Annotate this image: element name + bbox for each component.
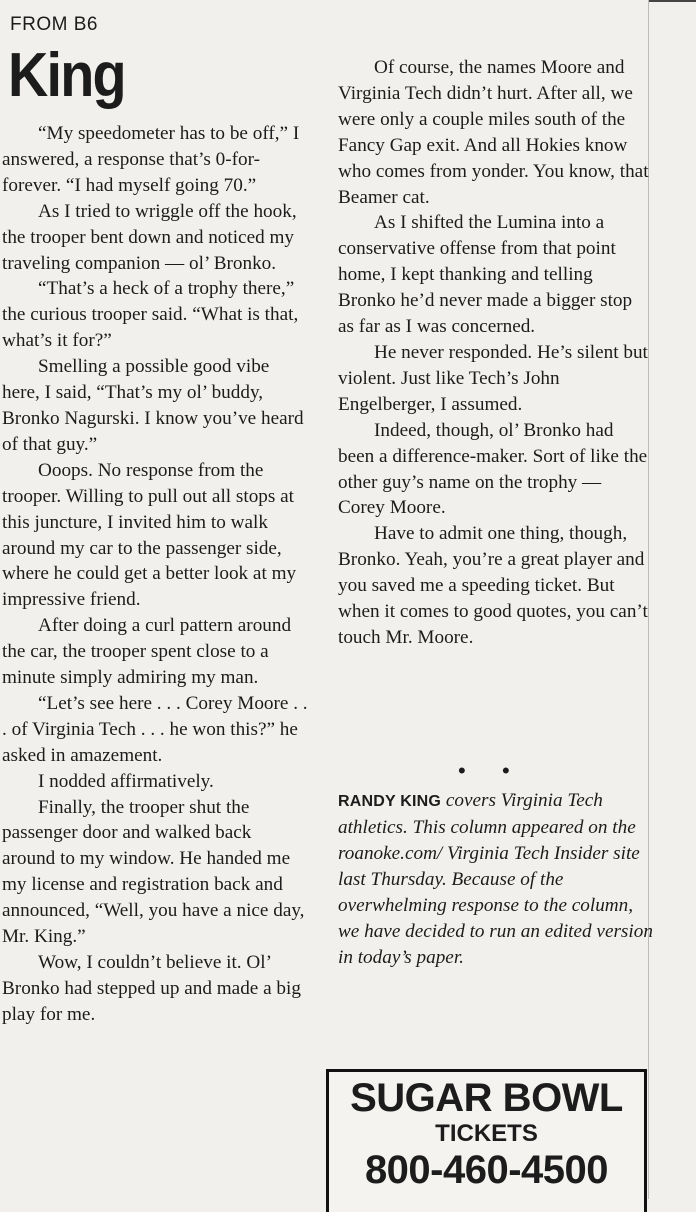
bio-text: covers Virginia Tech athletics. This column appeared on the roanoke.com/ Virginia Tech Insider site last Thursday. Because of the overwhelming response to the column, we have decided to run an edited version in today’s paper. [338,790,653,968]
ad-title: SUGAR BOWL [350,1076,623,1120]
paragraph: Of course, the names Moore and Virginia Tech didn’t hurt. After all, we were only a couple miles south of the Fancy Gap exit. And all Hokies know who comes from yonder. You know, that Beamer cat. [338,57,649,208]
left-column [2,121,308,1028]
bullet-dot: • [458,758,466,783]
paragraph: Finally, the trooper shut the passenger door and walked back around to my window. He handed me my license and registration back and announced, “Well, you have a nice day, Mr. King.” [2,796,305,948]
ad-subtitle: TICKETS [435,1120,538,1147]
paragraph: “That’s a heck of a trophy there,” the curious trooper said. “What is that, what’s it for?” [2,278,299,352]
paragraph: He never responded. He’s silent but violent. Just like Tech’s John Engelberger, I assumed. [338,341,648,415]
paragraph: Have to admit one thing, though, Bronko. Yeah, you’re a great player and you saved me a speeding ticket. But when it comes to good quotes, you can’t touch Mr. Moore. [338,523,648,648]
paragraph: I nodded affirmatively. [38,770,214,792]
paragraph: Smelling a possible good vibe here, I said, “That’s my ol’ buddy, Bronko Nagurski. I know you’ve heard of that guy.” [2,356,304,455]
ad-phone: 800-460-4500 [364,1148,609,1192]
paragraph: After doing a curl pattern around the car, the trooper spent close to a minute simply admiring my man. [2,615,292,689]
paragraph: As I tried to wriggle off the hook, the trooper bent down and noticed my traveling companion — ol’ Bronko. [2,200,297,274]
paragraph: “Let’s see here . . . Corey Moore . . . of Virginia Tech . . . he won this?” he asked in amazement. [2,692,308,766]
author-name: RANDY KING [338,793,442,810]
sugar-bowl-ad [326,1069,647,1212]
paragraph: Ooops. No response from the trooper. Willing to pull out all stops at this juncture, I invited him to walk around my car to the passenger side, where he could get a better look at my impressive friend. [2,459,297,611]
right-column [338,55,652,651]
section-separator [458,758,528,788]
paragraph: “My speedometer has to be off,” I answered, a response that’s 0-for-forever. “I had myself going 70.” [2,123,300,196]
paragraph: Indeed, though, ol’ Bronko had been a difference-maker. Sort of like the other guy’s name on the trophy — Corey Moore. [338,419,648,519]
author-bio [338,788,654,971]
jump-line: FROM B6 [10,14,98,35]
top-rule [648,0,696,2]
bullet-dot: • [502,758,510,783]
paragraph: Wow, I couldn’t believe it. Ol’ Bronko had stepped up and made a big play for me. [2,952,301,1025]
headline: King [8,41,125,110]
paragraph: As I shifted the Lumina into a conservative offense from that point home, I kept thanking and telling Bronko he’d never made a bigger stop as far as I was concerned. [338,212,633,338]
